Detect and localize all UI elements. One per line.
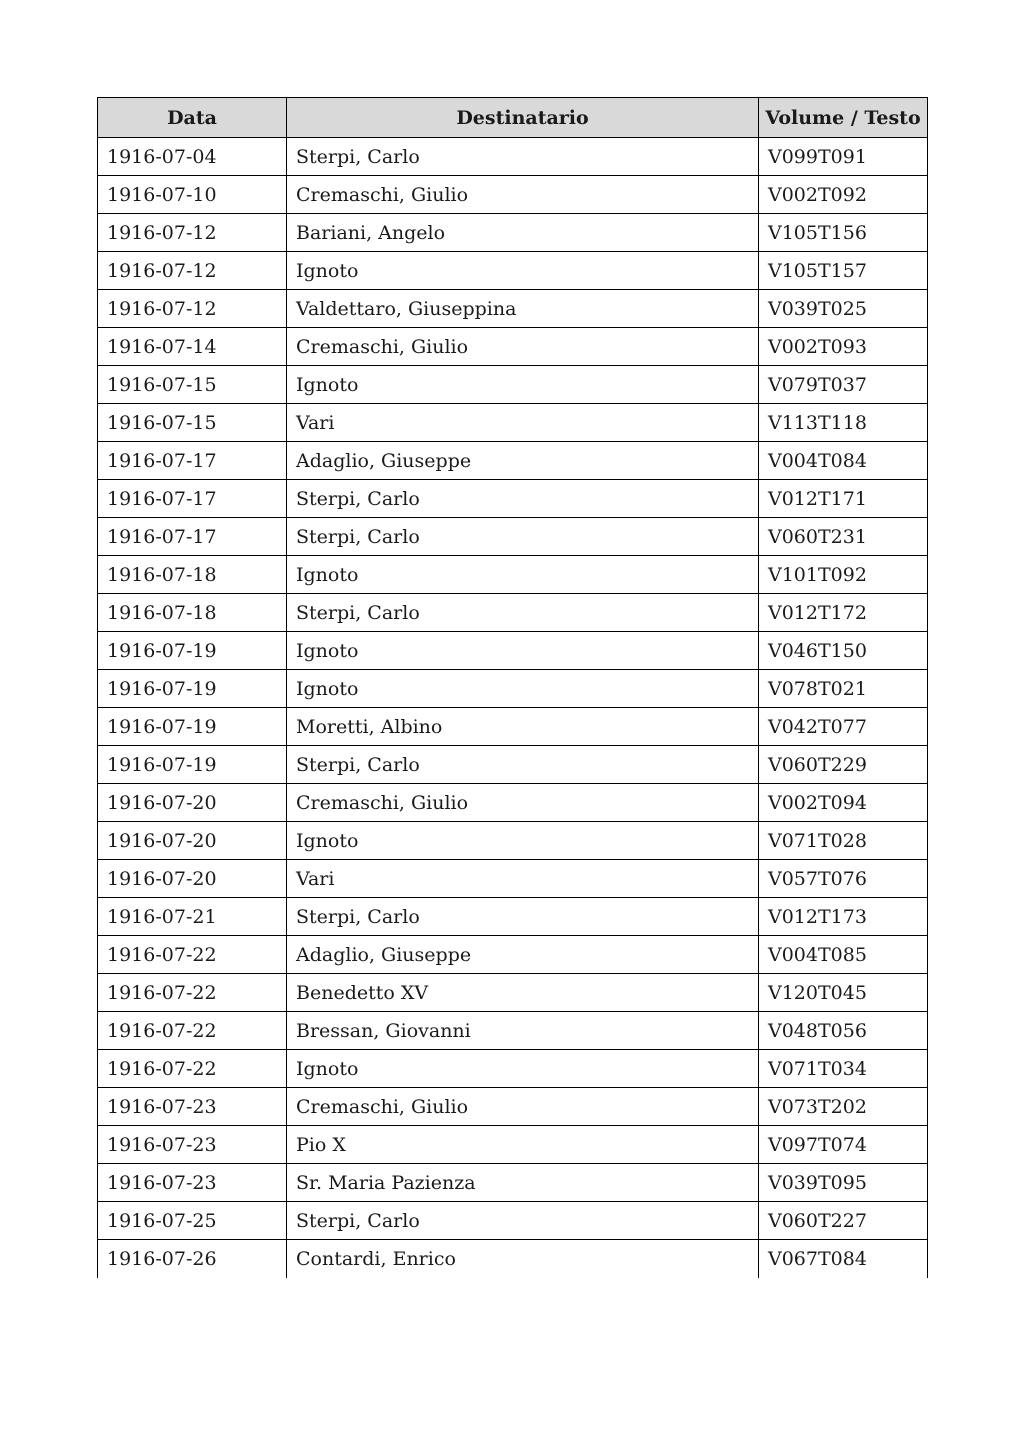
table-row: [98, 404, 928, 442]
cell-recipient: Sterpi, Carlo: [287, 480, 759, 518]
table-row: [98, 442, 928, 480]
cell-date: 1916-07-22: [98, 974, 287, 1012]
cell-volume-text: V079T037: [759, 366, 928, 404]
cell-date: 1916-07-25: [98, 1202, 287, 1240]
cell-recipient: Moretti, Albino: [287, 708, 759, 746]
table-row: [98, 1088, 928, 1126]
cell-date: 1916-07-23: [98, 1088, 287, 1126]
table-row: [98, 1202, 928, 1240]
cell-volume-text: V002T092: [759, 176, 928, 214]
table-row: [98, 822, 928, 860]
table-row: [98, 328, 928, 366]
cell-date: 1916-07-18: [98, 556, 287, 594]
table-row: [98, 290, 928, 328]
cell-recipient: Vari: [287, 860, 759, 898]
table-row: [98, 252, 928, 290]
table-row: [98, 518, 928, 556]
cell-date: 1916-07-19: [98, 632, 287, 670]
table-row: [98, 176, 928, 214]
table-header: [98, 98, 928, 138]
cell-recipient: Bariani, Angelo: [287, 214, 759, 252]
table-body: [98, 138, 928, 1278]
table-row: [98, 214, 928, 252]
cell-volume-text: V046T150: [759, 632, 928, 670]
cell-recipient: Adaglio, Giuseppe: [287, 442, 759, 480]
table-row: [98, 480, 928, 518]
cell-volume-text: V039T025: [759, 290, 928, 328]
cell-volume-text: V067T084: [759, 1240, 928, 1278]
cell-volume-text: V012T173: [759, 898, 928, 936]
cell-date: 1916-07-19: [98, 746, 287, 784]
table-row: [98, 556, 928, 594]
cell-volume-text: V105T156: [759, 214, 928, 252]
cell-date: 1916-07-04: [98, 138, 287, 176]
cell-volume-text: V004T085: [759, 936, 928, 974]
cell-date: 1916-07-19: [98, 708, 287, 746]
table-row: [98, 1126, 928, 1164]
cell-date: 1916-07-22: [98, 1012, 287, 1050]
cell-volume-text: V039T095: [759, 1164, 928, 1202]
cell-date: 1916-07-23: [98, 1164, 287, 1202]
cell-date: 1916-07-20: [98, 784, 287, 822]
cell-volume-text: V012T171: [759, 480, 928, 518]
header-date: Data: [98, 98, 287, 138]
cell-recipient: Adaglio, Giuseppe: [287, 936, 759, 974]
cell-date: 1916-07-18: [98, 594, 287, 632]
cell-volume-text: V048T056: [759, 1012, 928, 1050]
cell-recipient: Sterpi, Carlo: [287, 594, 759, 632]
cell-volume-text: V101T092: [759, 556, 928, 594]
table-row: [98, 746, 928, 784]
cell-volume-text: V071T034: [759, 1050, 928, 1088]
cell-date: 1916-07-10: [98, 176, 287, 214]
letters-table: [97, 97, 928, 1278]
cell-date: 1916-07-12: [98, 214, 287, 252]
cell-recipient: Sr. Maria Pazienza: [287, 1164, 759, 1202]
cell-recipient: Cremaschi, Giulio: [287, 328, 759, 366]
cell-recipient: Cremaschi, Giulio: [287, 1088, 759, 1126]
cell-volume-text: V105T157: [759, 252, 928, 290]
table-row: [98, 974, 928, 1012]
cell-volume-text: V078T021: [759, 670, 928, 708]
table-row: [98, 1050, 928, 1088]
cell-recipient: Bressan, Giovanni: [287, 1012, 759, 1050]
cell-date: 1916-07-22: [98, 936, 287, 974]
table-row: [98, 1012, 928, 1050]
cell-recipient: Sterpi, Carlo: [287, 518, 759, 556]
cell-recipient: Pio X: [287, 1126, 759, 1164]
cell-volume-text: V097T074: [759, 1126, 928, 1164]
cell-recipient: Ignoto: [287, 556, 759, 594]
table-row: [98, 632, 928, 670]
cell-recipient: Vari: [287, 404, 759, 442]
cell-recipient: Sterpi, Carlo: [287, 746, 759, 784]
cell-volume-text: V099T091: [759, 138, 928, 176]
cell-recipient: Cremaschi, Giulio: [287, 784, 759, 822]
cell-volume-text: V071T028: [759, 822, 928, 860]
cell-volume-text: V042T077: [759, 708, 928, 746]
cell-volume-text: V060T231: [759, 518, 928, 556]
cell-date: 1916-07-12: [98, 290, 287, 328]
cell-volume-text: V060T227: [759, 1202, 928, 1240]
cell-date: 1916-07-22: [98, 1050, 287, 1088]
cell-date: 1916-07-21: [98, 898, 287, 936]
cell-recipient: Ignoto: [287, 822, 759, 860]
header-volume-text: Volume / Testo: [759, 98, 928, 138]
cell-recipient: Ignoto: [287, 252, 759, 290]
table-row: [98, 860, 928, 898]
cell-recipient: Valdettaro, Giuseppina: [287, 290, 759, 328]
cell-recipient: Benedetto XV: [287, 974, 759, 1012]
header-recipient: Destinatario: [287, 98, 759, 138]
cell-volume-text: V012T172: [759, 594, 928, 632]
cell-date: 1916-07-19: [98, 670, 287, 708]
cell-volume-text: V073T202: [759, 1088, 928, 1126]
cell-volume-text: V113T118: [759, 404, 928, 442]
cell-volume-text: V002T094: [759, 784, 928, 822]
cell-recipient: Ignoto: [287, 1050, 759, 1088]
table-row: [98, 898, 928, 936]
cell-recipient: Contardi, Enrico: [287, 1240, 759, 1278]
table-row: [98, 1240, 928, 1278]
table-row: [98, 138, 928, 176]
cell-date: 1916-07-20: [98, 822, 287, 860]
table-row: [98, 784, 928, 822]
cell-volume-text: V057T076: [759, 860, 928, 898]
cell-date: 1916-07-17: [98, 480, 287, 518]
cell-date: 1916-07-26: [98, 1240, 287, 1278]
cell-date: 1916-07-12: [98, 252, 287, 290]
cell-date: 1916-07-17: [98, 442, 287, 480]
header-row: [98, 98, 928, 138]
cell-date: 1916-07-20: [98, 860, 287, 898]
cell-recipient: Ignoto: [287, 632, 759, 670]
cell-recipient: Sterpi, Carlo: [287, 898, 759, 936]
cell-recipient: Cremaschi, Giulio: [287, 176, 759, 214]
table-row: [98, 594, 928, 632]
cell-volume-text: V002T093: [759, 328, 928, 366]
table-row: [98, 670, 928, 708]
cell-recipient: Sterpi, Carlo: [287, 138, 759, 176]
cell-volume-text: V004T084: [759, 442, 928, 480]
cell-date: 1916-07-14: [98, 328, 287, 366]
cell-date: 1916-07-15: [98, 404, 287, 442]
cell-date: 1916-07-17: [98, 518, 287, 556]
table-row: [98, 1164, 928, 1202]
cell-volume-text: V120T045: [759, 974, 928, 1012]
cell-volume-text: V060T229: [759, 746, 928, 784]
cell-recipient: Ignoto: [287, 366, 759, 404]
table-row: [98, 936, 928, 974]
cell-date: 1916-07-15: [98, 366, 287, 404]
cell-date: 1916-07-23: [98, 1126, 287, 1164]
cell-recipient: Sterpi, Carlo: [287, 1202, 759, 1240]
cell-recipient: Ignoto: [287, 670, 759, 708]
table-row: [98, 708, 928, 746]
table-row: [98, 366, 928, 404]
